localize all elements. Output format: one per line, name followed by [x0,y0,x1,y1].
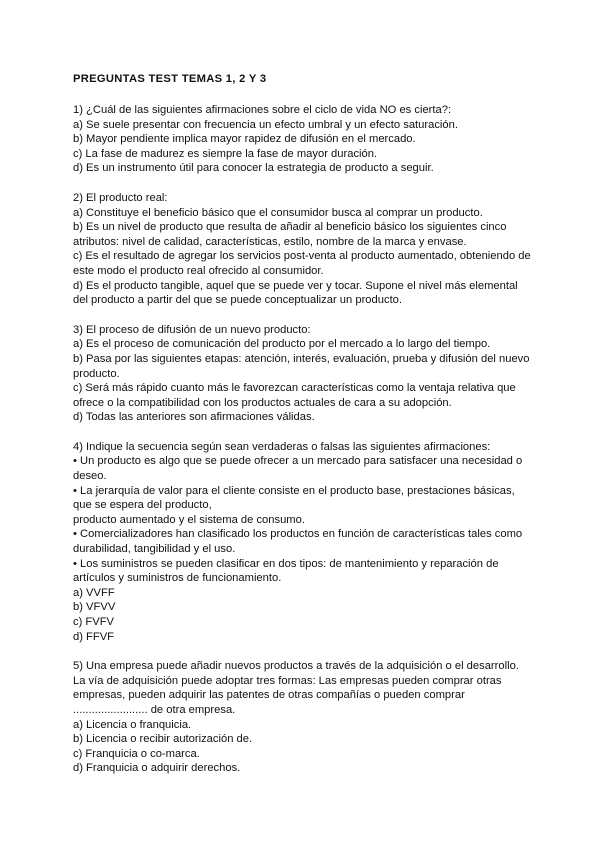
question-2-option-c: c) Es el resultado de agregar los servicios post-venta al producto aumentado, obteniendo de [73,250,531,263]
question-4-stem: 4) Indique la secuencia según sean verdaderas o falsas las siguientes afirmaciones: [73,440,491,453]
question-4-statement-3: • Comercializadores han clasificado los productos en función de características tales como [73,528,523,541]
question-3-option-b: b) Pasa por las siguientes etapas: atención, interés, evaluación, prueba y difusión del nuevo [73,352,530,365]
question-1-option-c: c) La fase de madurez es siempre la fase de mayor duración. [73,147,378,160]
question-4-statement-4: • Los suministros se pueden clasificar en dos tipos: de mantenimiento y reparación de [73,557,499,570]
question-5 [73,659,540,776]
question-4-option-a: a) VVFF [73,586,115,599]
question-2-stem: 2) El producto real: [73,191,168,204]
question-4-statement-1-cont: deseo. [73,470,107,483]
question-2-option-a: a) Constituye el beneficio básico que el consumidor busca al comprar un producto. [73,206,483,219]
question-4-option-c: c) FVFV [73,616,115,628]
question-4-statement-2-cont: que se espera del producto, [73,499,212,512]
question-2-option-b-cont: atributos: nivel de calidad, características, estilo, nombre de la marca y envase. [73,235,467,248]
question-2-option-b: b) Es un nivel de producto que resulta de añadir al beneficio básico los siguientes cinco [73,221,507,234]
question-1-stem: 1) ¿Cuál de las siguientes afirmaciones sobre el ciclo de vida NO es cierta?: [73,104,452,116]
question-3-option-a: a) Es el proceso de comunicación del producto por el mercado a lo largo del tiempo. [73,338,491,351]
question-3-option-d: d) Todas las anteriores son afirmaciones válidas. [73,411,315,424]
question-5-stem-cont: La vía de adquisición puede adoptar tres formas: Las empresas pueden comprar otras [73,674,502,687]
question-4-statement-4-cont: artículos y suministros de funcionamiento. [73,572,282,585]
question-5-stem-blank: ........................ de otra empresa. [73,703,236,716]
question-3-option-c: c) Será más rápido cuanto más le favorezcan características como la ventaja relativa que [73,382,516,395]
question-4-option-d: d) FFVF [73,630,115,643]
question-5-option-d: d) Franquicia o adquirir derechos. [73,762,241,775]
question-5-stem-cont-2: empresas, pueden adquirir las patentes de otras compañías o pueden comprar [73,689,465,702]
question-1-option-a: a) Se suele presentar con frecuencia un efecto umbral y un efecto saturación. [73,118,458,131]
question-3-option-b-cont: producto. [73,367,120,380]
question-5-option-c: c) Franquicia o co-marca. [73,747,200,760]
question-2-option-d-cont: del producto a partir del que se puede conceptualizar un producto. [73,294,403,307]
question-1 [73,103,540,176]
question-4-statement-3-cont: durabilidad, tangibilidad y el uso. [73,543,236,556]
question-4-option-b: b) VFVV [73,601,116,614]
question-4-statement-2: • La jerarquía de valor para el cliente consiste en el producto base, prestaciones básicas, [73,484,515,497]
question-1-option-b: b) Mayor pendiente implica mayor rapidez de difusión en el mercado. [73,133,416,146]
question-3-stem: 3) El proceso de difusión de un nuevo producto: [73,323,311,336]
question-4 [73,440,540,644]
question-3-option-c-cont: ofrece o la compatibilidad con los productos actuales de cara a su adopción. [73,396,452,409]
question-3 [73,323,540,425]
page-title: PREGUNTAS TEST TEMAS 1, 2 Y 3 [73,73,267,85]
question-4-statement-1: • Un producto es algo que se puede ofrecer a un mercado para satisfacer una necesidad o [73,455,523,468]
question-5-option-b: b) Licencia o recibir autorización de. [73,733,253,746]
question-4-statement-2-cont-2: producto aumentado y el sistema de consumo. [73,513,305,526]
question-1-option-d: d) Es un instrumento útil para conocer la estrategia de producto a seguir. [73,162,434,175]
question-5-stem: 5) Una empresa puede añadir nuevos productos a través de la adquisición o el desarrollo. [73,660,519,673]
question-5-option-a: a) Licencia o franquicia. [73,718,192,731]
question-2-option-d: d) Es el producto tangible, aquel que se puede ver y tocar. Supone el nivel más elemental [73,279,518,292]
question-2-option-c-cont: este modo el producto real ofrecido al consumidor. [73,264,324,277]
question-2 [73,191,540,308]
